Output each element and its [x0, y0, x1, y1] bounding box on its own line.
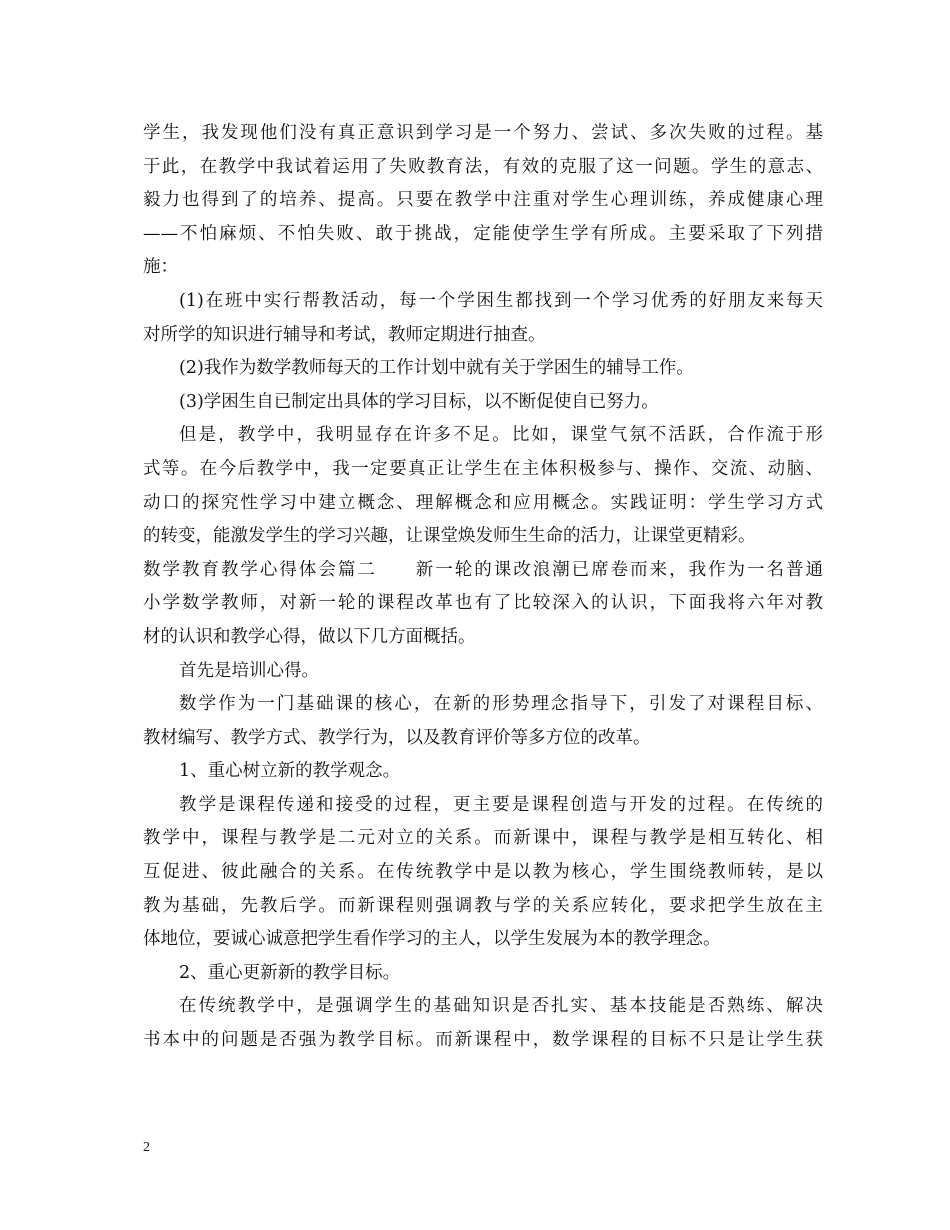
text-line: 教材编写、教学方式、教学行为，以及教育评价等多方位的改革。 — [143, 727, 651, 748]
text-line: 1、重心树立新的教学观念。 — [179, 761, 401, 782]
text-line: 教为基础，先教后学。而新课程则强调教与学的关系应转化，要求把学生放在主 — [143, 895, 823, 916]
text-line: 式等。在今后教学中，我一定要真正让学生在主体积极参与、操作、交流、动脑、 — [143, 458, 823, 479]
text-line: 于此，在教学中我试着运用了失败教育法，有效的克服了这一问题。学生的意志、 — [143, 156, 823, 177]
text-line: 的转变，能激发学生的学习兴趣，让课堂焕发师生生命的活力，让课堂更精彩。 — [143, 526, 756, 547]
page-number: 2 — [143, 1140, 150, 1155]
text-line: 首先是培训心得。 — [179, 660, 319, 681]
text-line: 体地位，要诚心诚意把学生看作学习的主人，以学生发展为本的教学理念。 — [143, 929, 721, 950]
text-line: (2)我作为数学教师每天的工作计划中就有关于学困生的辅导工作。 — [179, 358, 694, 379]
text-line: 但是，教学中，我明显存在许多不足。比如，课堂气氛不活跃，合作流于形 — [179, 425, 823, 446]
text-line: ——不怕麻烦、不怕失败、敢于挑战，定能使学生学有所成。主要采取了下列措 — [143, 223, 823, 244]
text-line: 对所学的知识进行辅导和考试，教师定期进行抽查。 — [143, 324, 546, 345]
text-line: 动口的探究性学习中建立概念、理解概念和应用概念。实践证明：学生学习方式 — [143, 492, 823, 513]
text-line: 小学数学教师，对新一轮的课程改革也有了比较深入的认识，下面我将六年对教 — [143, 593, 823, 614]
text-line: 毅力也得到了的培养、提高。只要在教学中注重对学生心理训练，养成健康心理 — [143, 190, 823, 211]
body-text — [143, 117, 823, 1058]
text-line: (1)在班中实行帮教活动，每一个学困生都找到一个学习优秀的好朋友来每天 — [179, 290, 823, 311]
text-line: 在传统教学中，是强调学生的基础知识是否扎实、基本技能是否熟练、解决 — [179, 996, 823, 1017]
text-line: 书本中的问题是否强为教学目标。而新课程中，数学课程的目标不只是让学生获 — [143, 1030, 823, 1051]
text-line: 数学教育教学心得体会篇二 新一轮的课改浪潮已席卷而来，我作为一名普通 — [143, 559, 823, 580]
text-line: 学生，我发现他们没有真正意识到学习是一个努力、尝试、多次失败的过程。基 — [143, 123, 823, 143]
text-line: 2、重心更新新的教学目标。 — [179, 962, 401, 983]
text-line: 教学是课程传递和接受的过程，更主要是课程创造与开发的过程。在传统的 — [179, 794, 823, 815]
text-line: 数学作为一门基础课的核心，在新的形势理念指导下，引发了对课程目标、 — [179, 694, 823, 715]
text-line: 施： — [143, 257, 178, 278]
text-line: (3)学困生自已制定出具体的学习目标，以不断促使自已努力。 — [179, 391, 659, 412]
text-line: 材的认识和教学心得，做以下几方面概括。 — [143, 626, 476, 647]
text-line: 互促进、彼此融合的关系。在传统教学中是以教为核心，学生围绕教师转，是以 — [143, 862, 823, 883]
text-line: 教学中，课程与教学是二元对立的关系。而新课中，课程与教学是相互转化、相 — [143, 828, 823, 849]
